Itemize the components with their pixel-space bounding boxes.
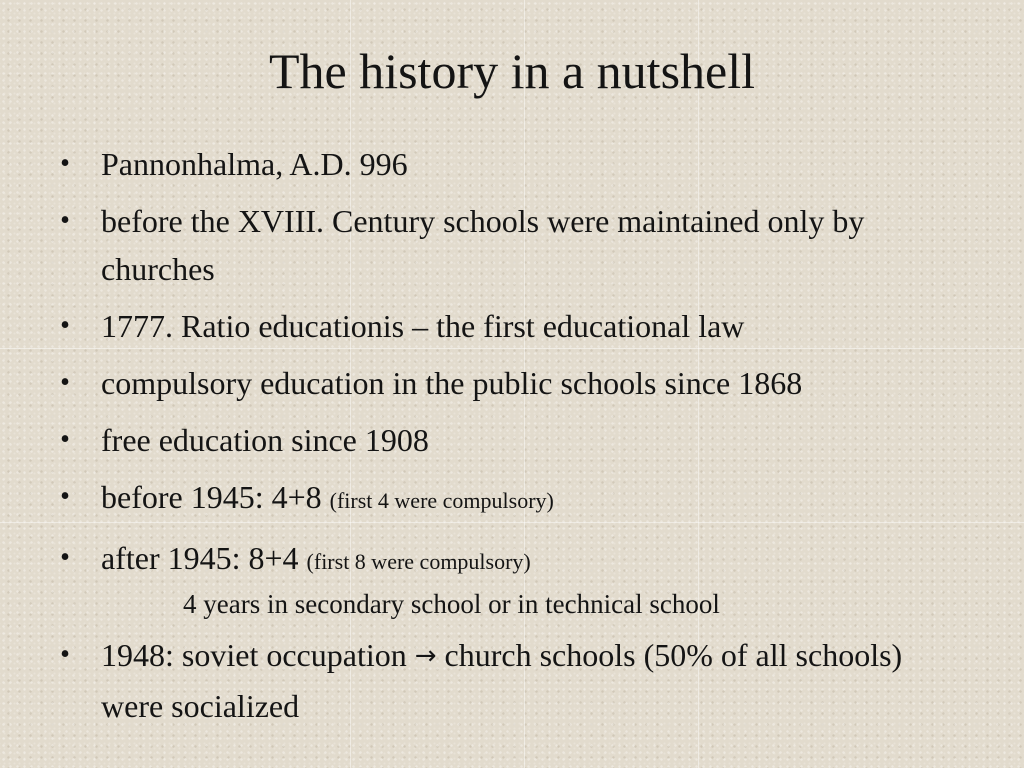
bullet-icon: • bbox=[60, 481, 70, 512]
bullet-icon: • bbox=[60, 148, 70, 179]
bullet-item bbox=[55, 197, 955, 293]
bullet-item bbox=[55, 631, 955, 730]
bullet-text: before 1945: 4+8 bbox=[101, 479, 322, 515]
bullet-text: church schools (50% of all schools) were socialized bbox=[101, 637, 903, 724]
bullet-item bbox=[55, 534, 955, 622]
bullet-text: after 1945: 8+4 bbox=[101, 540, 299, 576]
bullet-text: 1948: soviet occupation bbox=[101, 637, 407, 673]
bullet-note: (first 4 were compulsory) bbox=[329, 488, 554, 513]
bullet-icon: • bbox=[60, 424, 70, 455]
bullet-text: free education since 1908 bbox=[101, 422, 429, 458]
bullet-text: Pannonhalma, A.D. 996 bbox=[101, 146, 408, 182]
bullet-icon: • bbox=[60, 310, 70, 341]
bullet-text: 1777. Ratio educationis – the first educational law bbox=[101, 308, 745, 344]
bullet-list bbox=[55, 140, 955, 739]
bullet-note: (first 8 were compulsory) bbox=[306, 549, 531, 574]
bullet-icon: • bbox=[60, 205, 70, 236]
bullet-icon: • bbox=[60, 542, 70, 573]
bullet-item bbox=[55, 140, 955, 188]
bullet-subline: 4 years in secondary school or in technical school bbox=[183, 589, 720, 619]
slide-title: The history in a nutshell bbox=[268, 43, 756, 99]
bullet-item bbox=[55, 473, 955, 525]
bullet-text: compulsory education in the public schools since 1868 bbox=[101, 365, 803, 401]
bullet-icon: • bbox=[60, 639, 70, 670]
bullet-text: before the XVIII. Century schools were maintained only by churches bbox=[101, 203, 865, 287]
bullet-icon: • bbox=[60, 367, 70, 398]
bullet-item bbox=[55, 359, 955, 407]
bullet-item bbox=[55, 416, 955, 464]
bullet-item bbox=[55, 302, 955, 350]
right-arrow-icon: → bbox=[414, 641, 437, 671]
